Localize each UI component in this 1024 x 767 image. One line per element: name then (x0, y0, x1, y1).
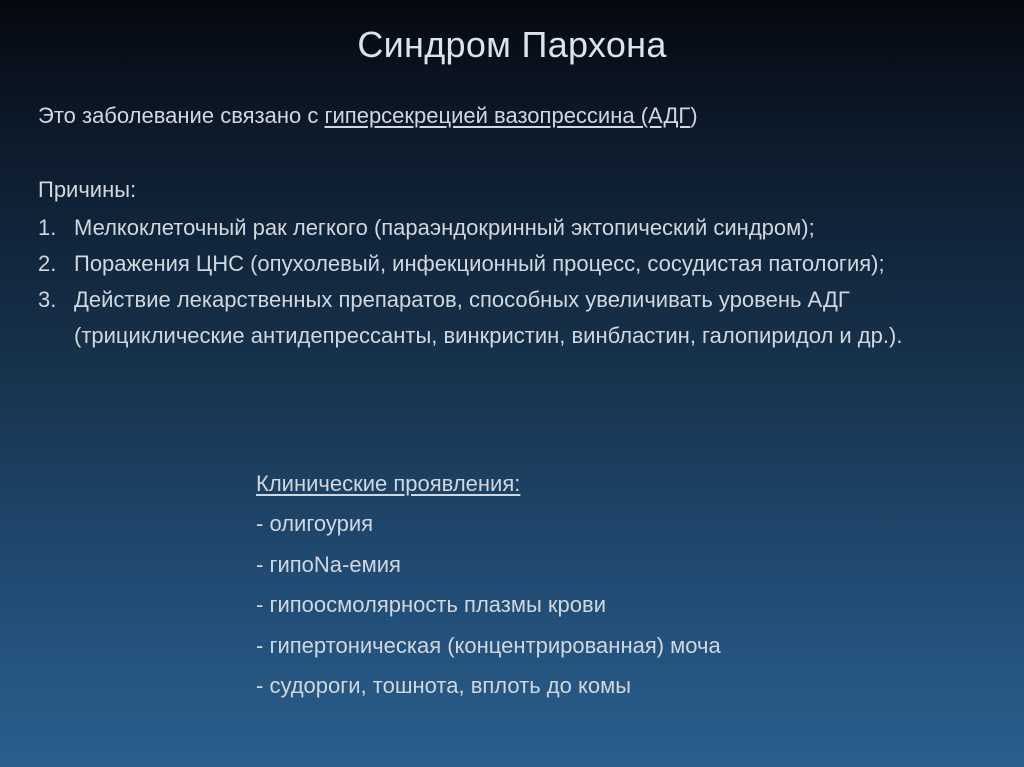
clinical-item: - гипертоническая (концентрированная) моча (256, 632, 721, 658)
clinical-item: - гипоNa-емия (256, 551, 401, 577)
clinical-item: - олигоурия (256, 511, 374, 536)
cause-item (38, 210, 978, 246)
cause-number: 1. (38, 215, 57, 240)
causes-list (38, 210, 978, 354)
cause-text: Действие лекарственных препаратов, способных увеличивать уровень АДГ (трициклические антидепрессанты, винкристин, винбластин, галопиридол и др.). (74, 287, 903, 348)
intro-prefix: Это заболевание связано с (38, 103, 325, 128)
intro-underlined: гиперсекрецией вазопрессина (АДГ (324, 103, 691, 128)
cause-text: Поражения ЦНС (опухолевый, инфекционный процесс, сосудистая патология); (74, 251, 885, 276)
clinical-item: - гипоосмолярность плазмы крови (256, 592, 606, 617)
intro-suffix: ) (690, 103, 698, 128)
cause-number: 3. (38, 287, 57, 312)
clinical-section (256, 466, 721, 709)
cause-item (38, 282, 978, 354)
intro-text (38, 103, 698, 129)
clinical-heading: Клинические проявления: (256, 471, 521, 496)
cause-text: Мелкоклеточный рак легкого (параэндокринный эктопический синдром); (74, 215, 815, 240)
causes-heading: Причины: (38, 177, 137, 202)
cause-number: 2. (38, 251, 57, 276)
slide-title: Синдром Пархона (357, 24, 667, 65)
cause-item (38, 246, 978, 282)
clinical-item: - судороги, тошнота, вплоть до комы (256, 673, 632, 698)
clinical-list (256, 506, 721, 709)
